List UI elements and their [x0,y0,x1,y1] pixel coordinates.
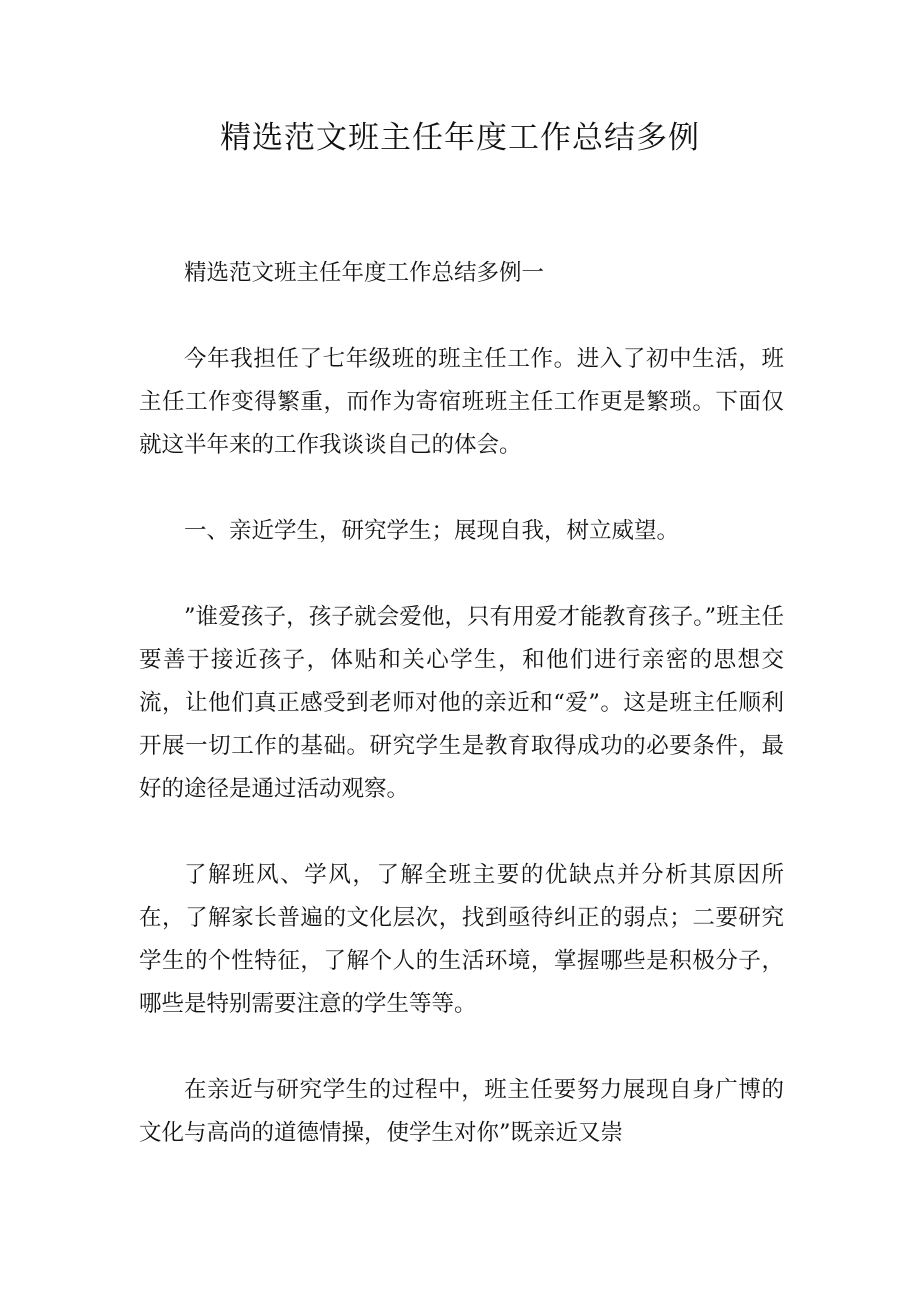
section-heading: 精选范文班主任年度工作总结多例一 [184,260,545,286]
document-title: 精选范文班主任年度工作总结多例 [220,120,700,156]
paragraph-show-self: 在亲近与研究学生的过程中，班主任要努力展现自身广博的文化与高尚的道德情操，使学生对你”既亲近又崇 [139,1077,784,1146]
paragraph-understand-class: 了解班风、学风，了解全班主要的优缺点并分析其原因所在，了解家长普遍的文化层次，找到亟待纠正的弱点；二要研究学生的个性特征，了解个人的生活环境，掌握哪些是积极分子，哪些是特别需要注意的学生等等。 [139,862,784,1017]
paragraph-love-students: ”谁爱孩子，孩子就会爱他，只有用爱才能教育孩子。”班主任要善于接近孩子，体贴和关心学生，和他们进行亲密的思想交流，让他们真正感受到老师对他的亲近和“爱”。这是班主任顺利开展一切工作的基础。研究学生是教育取得成功的必要条件，最好的途径是通过活动观察。 [139,604,784,802]
document-body [139,252,784,1155]
section-subheading: 一、亲近学生，研究学生；展现自我，树立威望。 [184,518,680,544]
paragraph-intro: 今年我担任了七年级班的班主任工作。进入了初中生活，班主任工作变得繁重，而作为寄宿班班主任工作更是繁琐。下面仅就这半年来的工作我谈谈自己的体会。 [139,346,784,458]
